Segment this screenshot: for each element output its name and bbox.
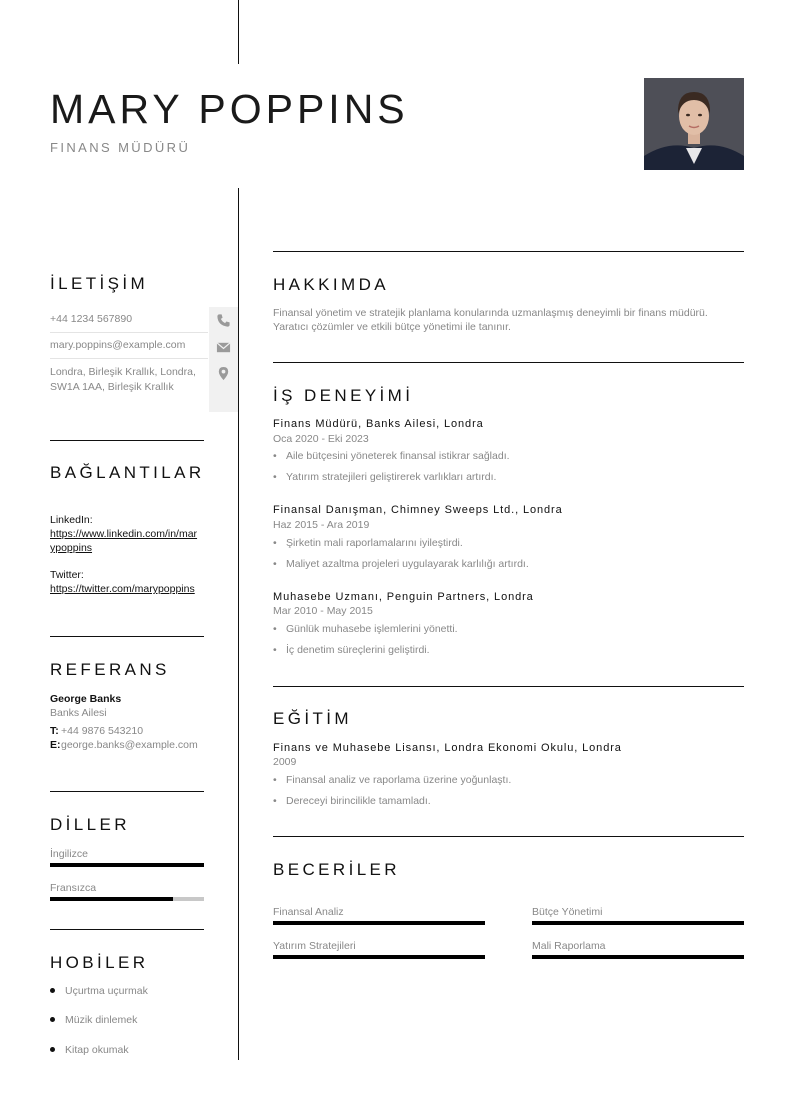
job-title: Finansal Danışman, Chimney Sweeps Ltd., Londra xyxy=(273,504,563,516)
contact-email: mary.poppins@example.com xyxy=(50,339,186,351)
skill-name: Bütçe Yönetimi xyxy=(532,906,603,918)
contact-separator xyxy=(50,332,208,333)
job-bullet: • Maliyet azaltma projeleri uygulayarak karlılığı artırdı. xyxy=(273,558,529,570)
education-heading: EĞİTİM xyxy=(273,709,352,728)
reference-email: george.banks@example.com xyxy=(61,739,198,751)
reference-email-prefix: E: xyxy=(50,739,61,751)
twitter-link[interactable]: https://twitter.com/marypoppins xyxy=(50,583,195,595)
skill-item xyxy=(273,940,485,959)
section-divider xyxy=(50,791,204,792)
linkedin-label: LinkedIn: xyxy=(50,514,93,526)
references-heading: REFERANS xyxy=(50,660,170,679)
location-pin-icon xyxy=(216,366,231,381)
hobby-label: Kitap okumak xyxy=(65,1044,129,1056)
section-divider xyxy=(50,440,204,441)
candidate-name: MARY POPPINS xyxy=(50,86,409,132)
skill-item xyxy=(273,906,485,925)
bullet-dot-icon xyxy=(50,1017,55,1022)
job-bullet: • Yatırım stratejileri geliştirerek varlıkları artırdı. xyxy=(273,471,497,483)
job-bullet: • Günlük muhasebe işlemlerini yönetti. xyxy=(273,623,458,635)
hobbies-heading: HOBİLER xyxy=(50,953,149,972)
language-level-fill xyxy=(50,897,173,901)
section-divider xyxy=(273,836,744,837)
bullet-dot-icon xyxy=(50,988,55,993)
language-level-bar xyxy=(50,897,204,901)
skill-item xyxy=(532,940,744,959)
about-heading: HAKKIMDA xyxy=(273,275,389,294)
column-divider-line xyxy=(238,188,239,1060)
top-divider-line xyxy=(238,0,239,64)
section-divider xyxy=(50,929,204,930)
reference-phone: +44 9876 543210 xyxy=(61,725,144,737)
hobby-item xyxy=(50,985,148,997)
contact-heading: İLETİŞİM xyxy=(50,274,149,293)
hobby-label: Uçurtma uçurmak xyxy=(65,985,148,997)
skill-level-bar xyxy=(273,921,485,925)
bullet-dot-icon: • xyxy=(273,644,277,656)
skill-level-bar xyxy=(273,955,485,959)
skill-name: Yatırım Stratejileri xyxy=(273,940,356,952)
contact-separator xyxy=(50,358,208,359)
candidate-job-title: FINANS MÜDÜRÜ xyxy=(50,140,191,155)
linkedin-link[interactable]: https://www.linkedin.com/in/marypoppins xyxy=(50,528,198,554)
language-level-fill xyxy=(50,863,204,867)
skills-heading: BECERİLER xyxy=(273,860,400,879)
job-dates: Mar 2010 - May 2015 xyxy=(273,605,373,617)
reference-phone-prefix: T: xyxy=(50,725,59,737)
about-text: Finansal yönetim ve stratejik planlama konularında uzmanlaşmış deneyimli bir finans müdürü. Yaratıcı çözümler ve etkili bütçe yönetimi ile tanınır. xyxy=(273,307,708,333)
reference-name: George Banks xyxy=(50,693,122,705)
job-dates: Haz 2015 - Ara 2019 xyxy=(273,519,370,531)
section-divider xyxy=(273,686,744,687)
skill-level-bar xyxy=(532,955,744,959)
contact-phone: +44 1234 567890 xyxy=(50,313,133,325)
bullet-dot-icon: • xyxy=(273,795,277,807)
mail-icon xyxy=(216,340,231,355)
bullet-dot-icon: • xyxy=(273,471,277,483)
profile-photo xyxy=(644,78,744,170)
reference-organization: Banks Ailesi xyxy=(50,707,107,719)
links-heading: BAĞLANTILAR xyxy=(50,463,205,482)
section-divider xyxy=(273,251,744,252)
job-bullet: • İç denetim süreçlerini geliştirdi. xyxy=(273,644,430,656)
bullet-dot-icon: • xyxy=(273,450,277,462)
experience-heading: İŞ DENEYİMİ xyxy=(273,386,414,405)
job-title: Muhasebe Uzmanı, Penguin Partners, Londra xyxy=(273,591,534,603)
bullet-dot-icon: • xyxy=(273,623,277,635)
languages-heading: DİLLER xyxy=(50,815,130,834)
section-divider xyxy=(273,362,744,363)
hobby-label: Müzik dinlemek xyxy=(65,1014,138,1026)
skill-level-bar xyxy=(532,921,744,925)
contact-address: Londra, Birleşik Krallık, Londra, SW1A 1AA, Birleşik Krallık xyxy=(50,366,196,393)
bullet-dot-icon: • xyxy=(273,558,277,570)
education-bullet: • Dereceyi birincilikle tamamladı. xyxy=(273,795,431,807)
bullet-dot-icon: • xyxy=(273,774,277,786)
job-bullet: • Şirketin mali raporlamalarını iyileştirdi. xyxy=(273,537,463,549)
twitter-label: Twitter: xyxy=(50,569,84,581)
hobby-item xyxy=(50,1014,137,1026)
skill-name: Mali Raporlama xyxy=(532,940,606,952)
bullet-dot-icon: • xyxy=(273,537,277,549)
language-level-bar xyxy=(50,863,204,867)
bullet-dot-icon xyxy=(50,1047,55,1052)
skill-name: Finansal Analiz xyxy=(273,906,344,918)
section-divider xyxy=(50,636,204,637)
phone-icon xyxy=(216,313,231,328)
education-bullet: • Finansal analiz ve raporlama üzerine yoğunlaştı. xyxy=(273,774,512,786)
language-name: Fransızca xyxy=(50,882,97,894)
education-degree: Finans ve Muhasebe Lisansı, Londra Ekonomi Okulu, Londra xyxy=(273,742,622,754)
job-title: Finans Müdürü, Banks Ailesi, Londra xyxy=(273,418,484,430)
hobby-item xyxy=(50,1044,129,1056)
education-year: 2009 xyxy=(273,756,297,768)
job-dates: Oca 2020 - Eki 2023 xyxy=(273,433,369,445)
skill-item xyxy=(532,906,744,925)
job-bullet: • Aile bütçesini yöneterek finansal istikrar sağladı. xyxy=(273,450,510,462)
language-name: İngilizce xyxy=(50,848,88,860)
